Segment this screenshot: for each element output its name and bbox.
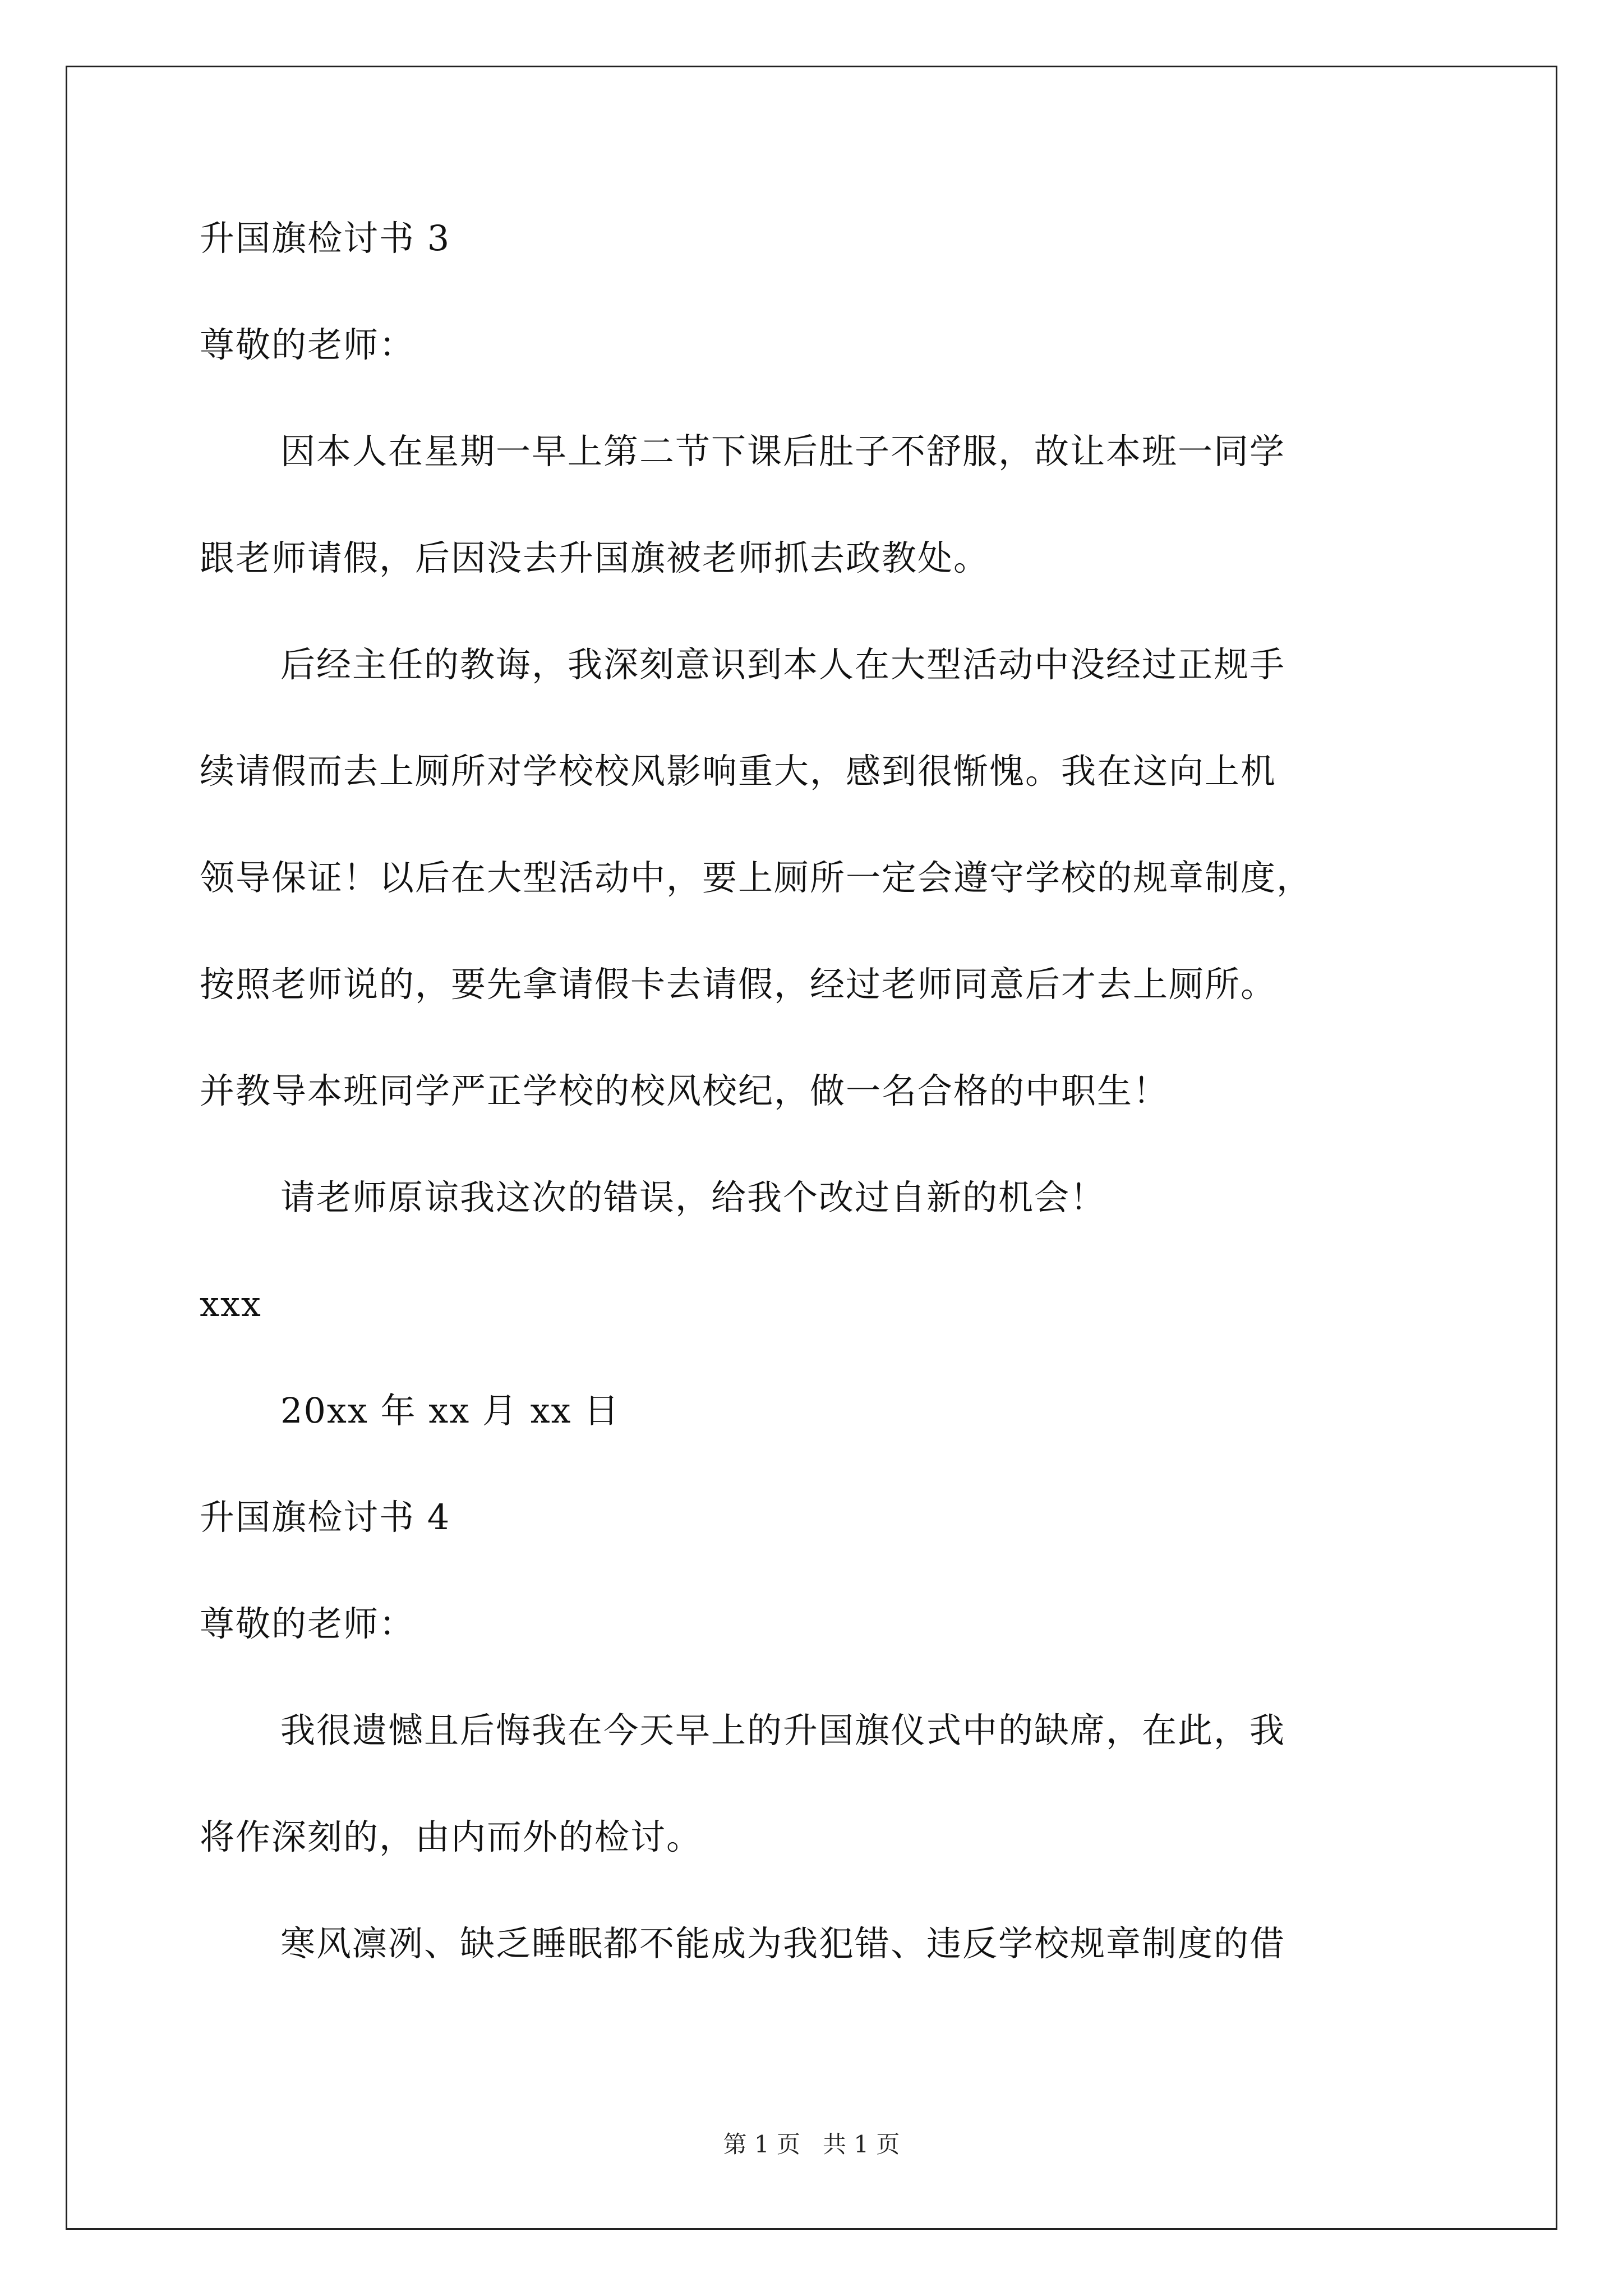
doc-line: 我很遗憾且后悔我在今天早上的升国旗仪式中的缺席，在此，我 xyxy=(280,1710,1286,1751)
date-line: 20xx 年 xx 月 xx 日 xyxy=(280,1390,620,1431)
section-title: 升国旗检讨书 4 xyxy=(200,1497,451,1538)
doc-line: 将作深刻的，由内而外的检讨。 xyxy=(200,1816,703,1857)
signature: xxx xyxy=(200,1283,262,1324)
document-body xyxy=(200,185,1428,1997)
doc-line: 请老师原谅我这次的错误，给我个改过自新的机会！ xyxy=(280,1177,1106,1218)
doc-line: 按照老师说的，要先拿请假卡去请假，经过老师同意后才去上厕所。 xyxy=(200,964,1277,1005)
doc-line: 后经主任的教诲，我深刻意识到本人在大型活动中没经过正规手 xyxy=(280,644,1286,685)
page-total: 共 1 页 xyxy=(823,2131,900,2158)
doc-line: 跟老师请假，后因没去升国旗被老师抓去政教处。 xyxy=(200,537,990,578)
page-number: 第 1 页 xyxy=(723,2131,800,2158)
salutation: 尊敬的老师： xyxy=(200,1603,416,1644)
doc-line: 尊敬的老师： xyxy=(200,324,416,365)
doc-line: 升国旗检讨书 3 xyxy=(200,218,451,259)
doc-line: 因本人在星期一早上第二节下课后肚子不舒服，故让本班一同学 xyxy=(280,431,1286,472)
page-footer xyxy=(0,2126,1623,2160)
doc-line: 续请假而去上厕所对学校校风影响重大，感到很惭愧。我在这向上机 xyxy=(200,751,1277,792)
doc-line: 并教导本班同学严正学校的校风校纪，做一名合格的中职生！ xyxy=(200,1070,1169,1111)
doc-line: 领导保证！以后在大型活动中，要上厕所一定会遵守学校的规章制度， xyxy=(200,857,1313,898)
doc-line: 寒风凛冽、缺乏睡眠都不能成为我犯错、违反学校规章制度的借 xyxy=(280,1923,1286,1964)
